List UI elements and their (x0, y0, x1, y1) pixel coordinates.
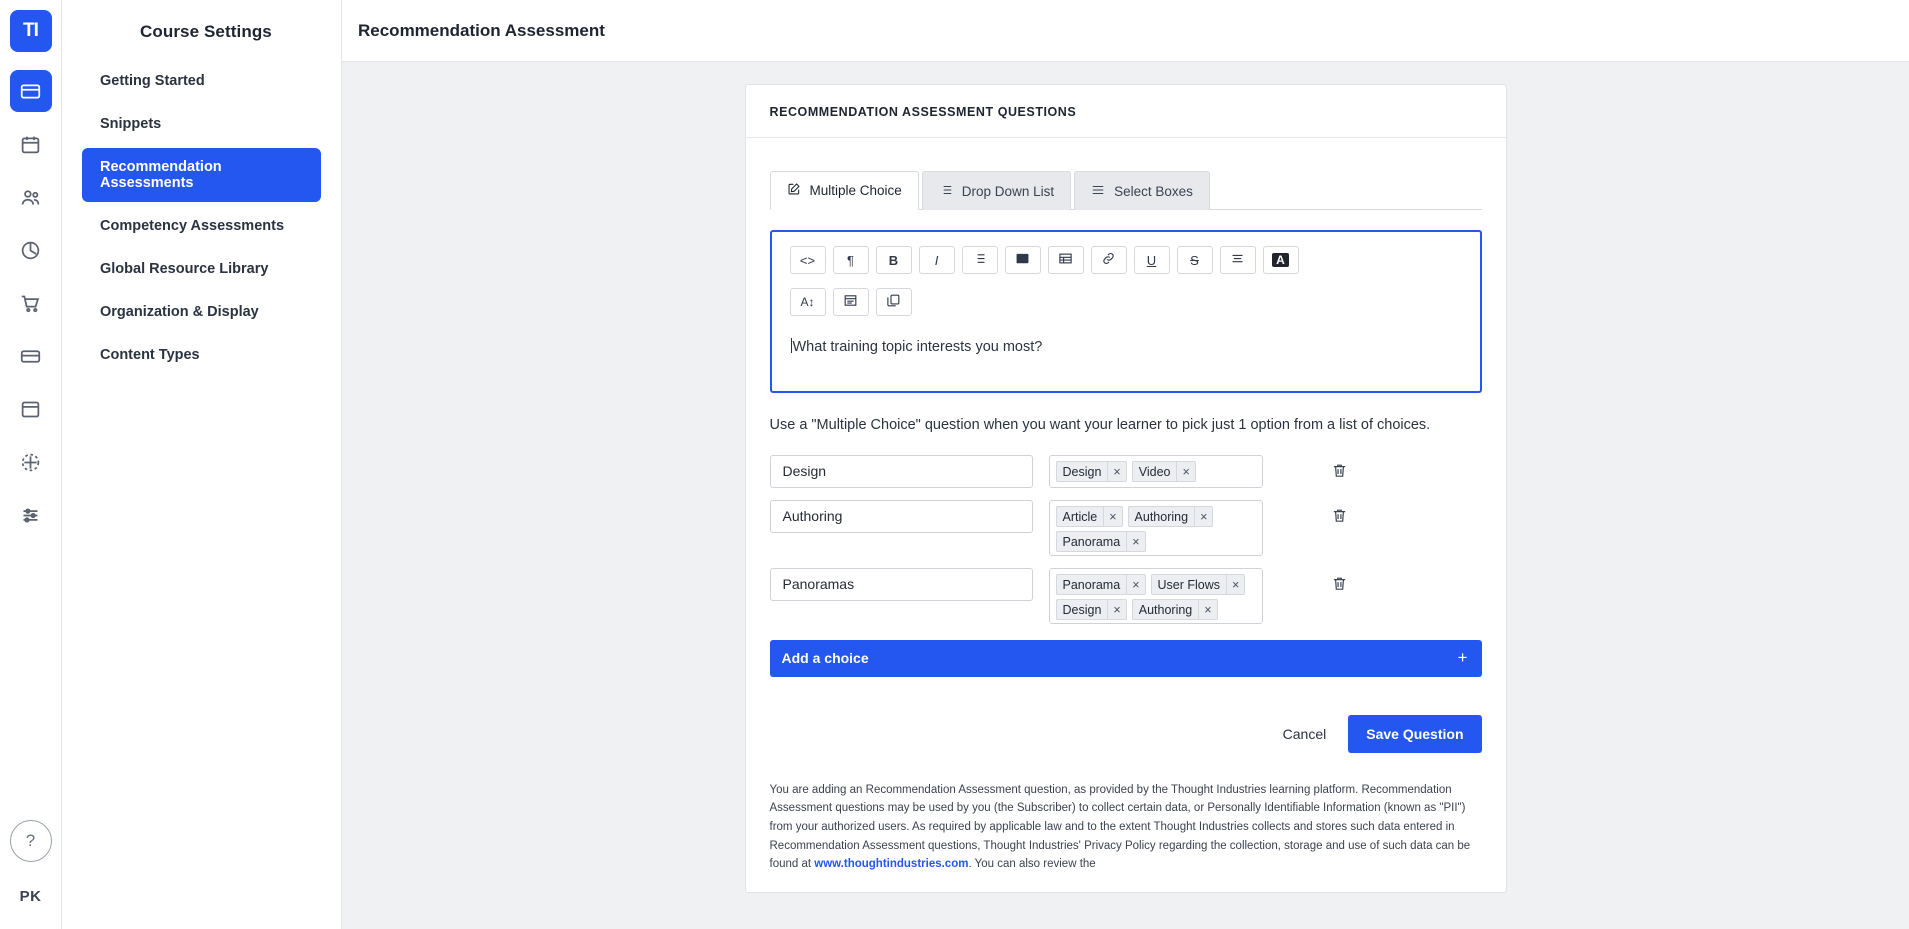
image-icon (1015, 251, 1030, 269)
save-question-button[interactable]: Save Question (1348, 715, 1481, 753)
choice-label-input[interactable]: Authoring (770, 500, 1033, 533)
tag[interactable]: Video × (1132, 461, 1196, 482)
analytics-icon (20, 240, 41, 261)
rail-item-analytics[interactable] (10, 229, 52, 271)
menu-lines-icon (1091, 183, 1105, 200)
duplicate-button[interactable] (876, 288, 912, 316)
paragraph-button[interactable] (833, 246, 869, 274)
rail-item-settings[interactable] (10, 494, 52, 536)
plus-icon: + (1457, 648, 1468, 668)
tag[interactable]: Authoring × (1128, 506, 1214, 527)
tab-multiple-choice[interactable] (770, 171, 919, 210)
link-button[interactable] (1091, 246, 1127, 274)
choice-label-input[interactable]: Design (770, 455, 1033, 488)
rail-item-people[interactable] (10, 176, 52, 218)
tag[interactable]: Article × (1056, 506, 1123, 527)
calendar-icon (20, 134, 41, 155)
sidebar-item-organization-display[interactable]: Organization & Display (100, 304, 259, 320)
copy-icon (886, 293, 901, 311)
main-region (342, 0, 1909, 929)
privacy-policy-link[interactable]: www.thoughtindustries.com (814, 858, 969, 871)
rail-item-payments[interactable] (10, 335, 52, 377)
bold-button[interactable] (876, 246, 912, 274)
app-logo[interactable]: TI (10, 10, 52, 52)
courses-icon (20, 81, 41, 102)
trash-icon (1331, 461, 1348, 485)
italic-button[interactable] (919, 246, 955, 274)
tag-remove-icon[interactable]: × (1198, 600, 1216, 619)
tag-remove-icon[interactable]: × (1107, 600, 1125, 619)
legal-disclaimer (746, 781, 1506, 892)
cancel-button[interactable]: Cancel (1282, 725, 1327, 742)
helper-text: Use a "Multiple Choice" question when you want your learner to pick just 1 option from a list of choices. (769, 417, 1431, 433)
people-icon (20, 187, 41, 208)
tab-label: Select Boxes (1114, 183, 1193, 199)
add-choice-label: Add a choice (781, 650, 869, 667)
legal-text-part2: . You can also review the (968, 858, 1096, 871)
rail-item-commerce[interactable] (10, 282, 52, 324)
tag[interactable]: User Flows × (1151, 574, 1246, 595)
editor-toolbar (772, 232, 1480, 326)
font-size-button[interactable] (790, 288, 826, 316)
tag-remove-icon[interactable]: × (1226, 575, 1244, 594)
payments-icon (20, 346, 41, 367)
align-icon (1230, 251, 1245, 269)
form-actions (770, 677, 1482, 769)
tag-remove-icon[interactable]: × (1176, 462, 1194, 481)
sidebar-item-recommendation-assessments[interactable]: Recommendation Assessments (82, 148, 321, 202)
tab-select-boxes[interactable] (1074, 171, 1210, 210)
tab-drop-down-list[interactable] (922, 171, 1071, 210)
underline-button[interactable] (1134, 246, 1170, 274)
edit-square-icon (787, 182, 801, 199)
choice-tags[interactable] (1049, 455, 1263, 488)
question-type-tabs (770, 170, 1482, 210)
strikethrough-icon: S (1190, 252, 1199, 268)
template-button[interactable] (833, 288, 869, 316)
bullet-list-icon (972, 251, 987, 269)
delete-choice-button[interactable] (1331, 455, 1348, 485)
table-icon (1058, 251, 1073, 269)
tab-label: Multiple Choice (809, 183, 902, 198)
underline-icon: U (1146, 252, 1157, 268)
paragraph-icon: ¶ (847, 252, 854, 268)
rail-item-courses[interactable] (10, 70, 52, 112)
tab-label: Drop Down List (961, 183, 1055, 199)
card-title: RECOMMENDATION ASSESSMENT QUESTIONS (746, 85, 1506, 138)
tag-remove-icon[interactable]: × (1107, 462, 1125, 481)
top-bar (342, 0, 1909, 62)
settings-sliders-icon (20, 505, 41, 526)
tag[interactable]: Panorama × (1056, 574, 1146, 595)
code-button[interactable] (790, 246, 826, 274)
delete-choice-button[interactable] (1331, 500, 1348, 530)
sidebar-title: Course Settings (140, 22, 272, 41)
sidebar-item-competency-assessments[interactable]: Competency Assessments (100, 218, 285, 234)
choice-label-input[interactable]: Panoramas (770, 568, 1033, 601)
question-text[interactable]: What training topic interests you most? (772, 326, 1480, 391)
bold-icon: B (888, 252, 899, 268)
font-size-icon: A↕ (800, 295, 815, 309)
add-choice-button[interactable] (770, 640, 1482, 677)
icon-rail (0, 0, 62, 929)
user-initials-avatar[interactable]: PK (19, 888, 42, 905)
template-icon (843, 293, 858, 311)
trash-icon (1331, 506, 1348, 530)
question-editor[interactable] (770, 230, 1482, 393)
tag[interactable]: Design × (1056, 461, 1127, 482)
sidebar-nav (62, 52, 341, 374)
rail-item-calendar[interactable] (10, 123, 52, 165)
strikethrough-button[interactable] (1177, 246, 1213, 274)
help-icon[interactable]: ? (10, 820, 52, 862)
link-icon (1101, 251, 1116, 269)
bullet-list-button[interactable] (962, 246, 998, 274)
choice-row (770, 455, 1482, 488)
italic-icon: I (934, 252, 939, 268)
tag[interactable]: Authoring × (1132, 599, 1218, 620)
choice-tags[interactable] (1049, 568, 1263, 624)
page-title: Recommendation Assessment (358, 20, 605, 40)
commerce-icon (20, 293, 41, 314)
choice-tags[interactable] (1049, 500, 1263, 556)
text-color-button[interactable] (1263, 246, 1299, 274)
integrations-icon (20, 452, 41, 473)
tag-remove-icon[interactable]: × (1126, 532, 1144, 551)
card-body (746, 138, 1506, 781)
rail-item-integrations[interactable] (10, 441, 52, 483)
assessment-card (745, 84, 1507, 893)
delete-choice-button[interactable] (1331, 568, 1348, 598)
choice-row (770, 500, 1482, 556)
list-icon (939, 183, 953, 200)
tag-remove-icon[interactable]: × (1103, 507, 1121, 526)
tag[interactable]: Design × (1056, 599, 1127, 620)
settings-sidebar (62, 0, 342, 929)
content-scroll-area (342, 62, 1909, 929)
code-icon: <> (799, 252, 816, 268)
sidebar-item-getting-started[interactable]: Getting Started (100, 73, 205, 89)
image-button[interactable] (1005, 246, 1041, 274)
sidebar-item-global-resource-library[interactable]: Global Resource Library (100, 261, 269, 277)
tag[interactable]: Panorama × (1056, 531, 1146, 552)
trash-icon (1331, 574, 1348, 598)
text-color-icon: A (1272, 253, 1289, 267)
choice-row (770, 568, 1482, 624)
legal-text-part1: You are adding an Recommendation Assessment question, as provided by the Thought Industries learning platform. Recommendation Assessment questions may be used by you (the Subscriber) to collect certain data, or Personally Identifiable Information (known as "PII") from your authorized users. As required by applicable law and to the extent Thought Industries collects and stores such data entered in Recommendation Assessment questions, Thought Industries' Privacy Policy regarding the collection, storage and use of such data can be found at (769, 783, 1471, 871)
rail-item-pages[interactable] (10, 388, 52, 430)
tag-remove-icon[interactable]: × (1194, 507, 1212, 526)
align-button[interactable] (1220, 246, 1256, 274)
sidebar-item-content-types[interactable]: Content Types (100, 347, 200, 363)
table-button[interactable] (1048, 246, 1084, 274)
tag-remove-icon[interactable]: × (1126, 575, 1144, 594)
pages-icon (20, 399, 41, 420)
sidebar-item-snippets[interactable]: Snippets (100, 116, 162, 132)
